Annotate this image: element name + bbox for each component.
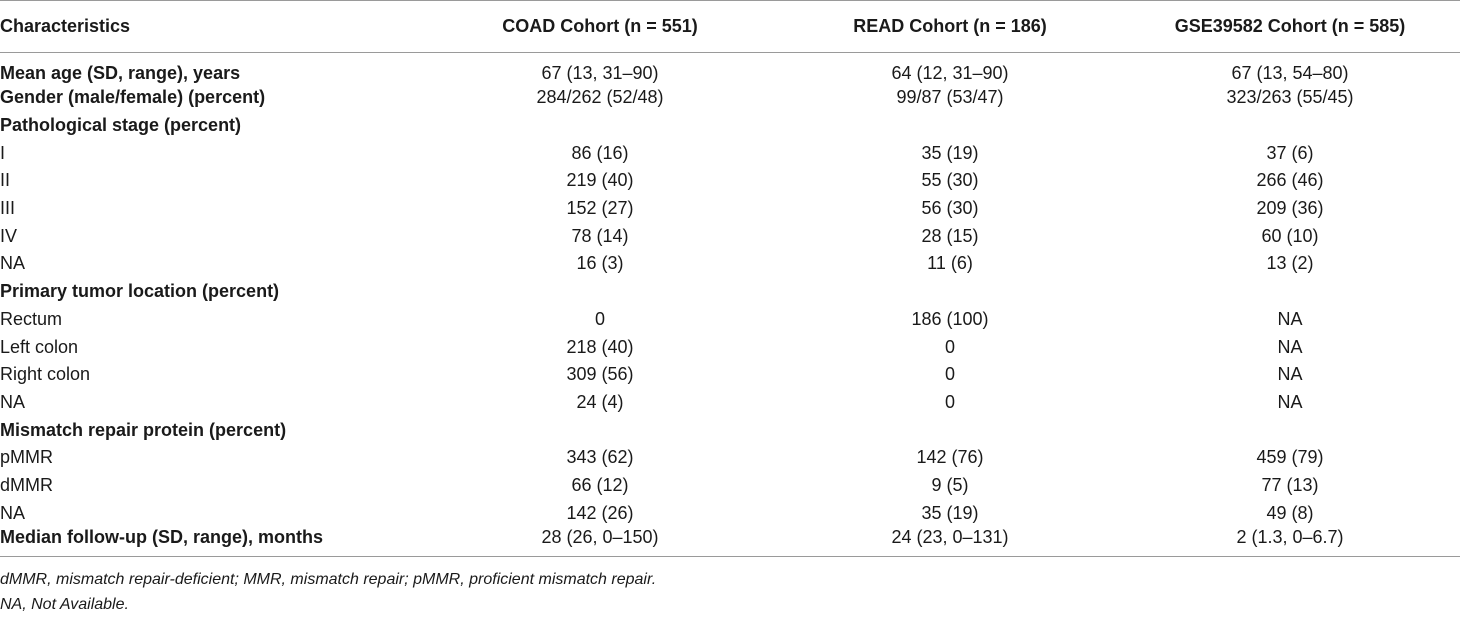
table-row — [0, 333, 1460, 361]
cell-read: 24 (23, 0–131) — [780, 527, 1120, 557]
cell-read: 56 (30) — [921, 198, 979, 219]
cell-read: 99/87 (53/47) — [896, 87, 1004, 108]
header-characteristics: Characteristics — [0, 1, 420, 53]
cell-gse39582: 67 (13, 54–80) — [1231, 63, 1349, 83]
cell-gse39582: 49 (8) — [1266, 502, 1314, 523]
cell-coad — [420, 278, 780, 306]
table-row — [0, 472, 1460, 500]
table-row — [0, 361, 1460, 389]
table-header — [0, 1, 1460, 53]
cell-coad: 78 (14) — [571, 225, 629, 246]
table-row — [0, 416, 1460, 444]
cell-coad: 86 (16) — [571, 142, 629, 163]
cell-coad: 16 (3) — [576, 253, 624, 274]
cell-coad: 343 (62) — [566, 447, 634, 468]
row-label: IV — [0, 225, 18, 246]
row-label: Pathological stage (percent) — [0, 115, 242, 136]
cell-gse39582: NA — [1277, 391, 1303, 412]
cell-gse39582: NA — [1277, 308, 1303, 329]
cell-read: 0 — [944, 336, 955, 357]
cell-coad: 309 (56) — [566, 364, 634, 385]
cell-read — [780, 112, 1120, 140]
row-label: Left colon — [0, 336, 79, 357]
cell-coad: 67 (13, 31–90) — [541, 63, 659, 83]
table-row — [0, 444, 1460, 472]
row-label: Rectum — [0, 308, 63, 329]
cell-read: 9 (5) — [931, 474, 969, 495]
cell-gse39582: NA — [1277, 364, 1303, 385]
cell-read: 0 — [944, 391, 955, 412]
header-coad-cohort: COAD Cohort (n = 551) — [420, 1, 780, 53]
cell-read: 35 (19) — [921, 502, 979, 523]
row-label: pMMR — [0, 447, 53, 468]
row-label: Primary tumor location (percent) — [0, 281, 280, 302]
row-label: Gender (male/female) (percent) — [0, 87, 266, 108]
cell-read: 55 (30) — [921, 170, 979, 191]
cell-gse39582: 13 (2) — [1266, 253, 1314, 274]
row-label: Median follow-up (SD, range), months — [0, 527, 420, 557]
cell-gse39582: 323/263 (55/45) — [1226, 87, 1354, 108]
footnote-abbreviations: dMMR, mismatch repair-deficient; MMR, mismatch repair; pMMR, proficient mismatch repair. — [0, 571, 657, 588]
cell-gse39582 — [1120, 416, 1460, 444]
cell-read: 35 (19) — [921, 142, 979, 163]
table-row — [0, 499, 1460, 527]
cell-coad: 219 (40) — [566, 170, 634, 191]
cell-coad — [420, 112, 780, 140]
cell-coad: 0 — [594, 308, 605, 329]
cell-coad: 284/262 (52/48) — [536, 87, 664, 108]
table-row — [0, 139, 1460, 167]
cell-coad — [420, 416, 780, 444]
cell-read: 64 (12, 31–90) — [891, 63, 1009, 83]
cell-gse39582 — [1120, 278, 1460, 306]
table-row — [0, 195, 1460, 223]
table-row — [0, 53, 1460, 85]
row-label: II — [0, 170, 11, 191]
cell-read — [780, 278, 1120, 306]
table-row — [0, 222, 1460, 250]
cell-gse39582: 77 (13) — [1261, 474, 1319, 495]
footnote-na: NA, Not Available. — [0, 596, 129, 613]
header-read-cohort: READ Cohort (n = 186) — [780, 1, 1120, 53]
table-row — [0, 112, 1460, 140]
cell-gse39582: NA — [1277, 336, 1303, 357]
table-row — [0, 527, 1460, 557]
table-footnotes — [0, 567, 1460, 617]
cell-gse39582: 266 (46) — [1256, 170, 1324, 191]
cell-coad: 152 (27) — [566, 198, 634, 219]
cell-read: 142 (76) — [916, 447, 984, 468]
row-label: NA — [0, 502, 26, 523]
cell-coad: 66 (12) — [571, 474, 629, 495]
header-row — [0, 1, 1460, 53]
cell-coad: 142 (26) — [566, 502, 634, 523]
table-row — [0, 306, 1460, 334]
row-label: NA — [0, 253, 26, 274]
table-row — [0, 167, 1460, 195]
row-label: Right colon — [0, 364, 91, 385]
cell-gse39582 — [1120, 112, 1460, 140]
cell-read: 11 (6) — [927, 253, 973, 274]
row-label: III — [0, 198, 16, 219]
table-row — [0, 84, 1460, 112]
row-label: Mean age (SD, range), years — [0, 63, 241, 83]
cell-read: 28 (15) — [921, 225, 979, 246]
cell-gse39582: 37 (6) — [1266, 142, 1314, 163]
header-gse39582-cohort: GSE39582 Cohort (n = 585) — [1120, 1, 1460, 53]
table-row — [0, 250, 1460, 278]
cell-gse39582: 2 (1.3, 0–6.7) — [1120, 527, 1460, 557]
row-label: I — [0, 142, 6, 163]
row-label: dMMR — [0, 474, 53, 495]
cell-gse39582: 459 (79) — [1256, 447, 1324, 468]
cell-coad: 218 (40) — [566, 336, 634, 357]
cell-read — [780, 416, 1120, 444]
cell-gse39582: 209 (36) — [1256, 198, 1324, 219]
cell-read: 186 (100) — [911, 308, 989, 329]
row-label: NA — [0, 391, 26, 412]
cell-read: 0 — [944, 364, 955, 385]
cell-coad: 24 (4) — [576, 391, 624, 412]
table-body — [0, 53, 1460, 557]
cell-coad: 28 (26, 0–150) — [420, 527, 780, 557]
table-row — [0, 389, 1460, 417]
row-label: Mismatch repair protein (percent) — [0, 419, 287, 440]
cell-gse39582: 60 (10) — [1261, 225, 1319, 246]
table-row — [0, 278, 1460, 306]
